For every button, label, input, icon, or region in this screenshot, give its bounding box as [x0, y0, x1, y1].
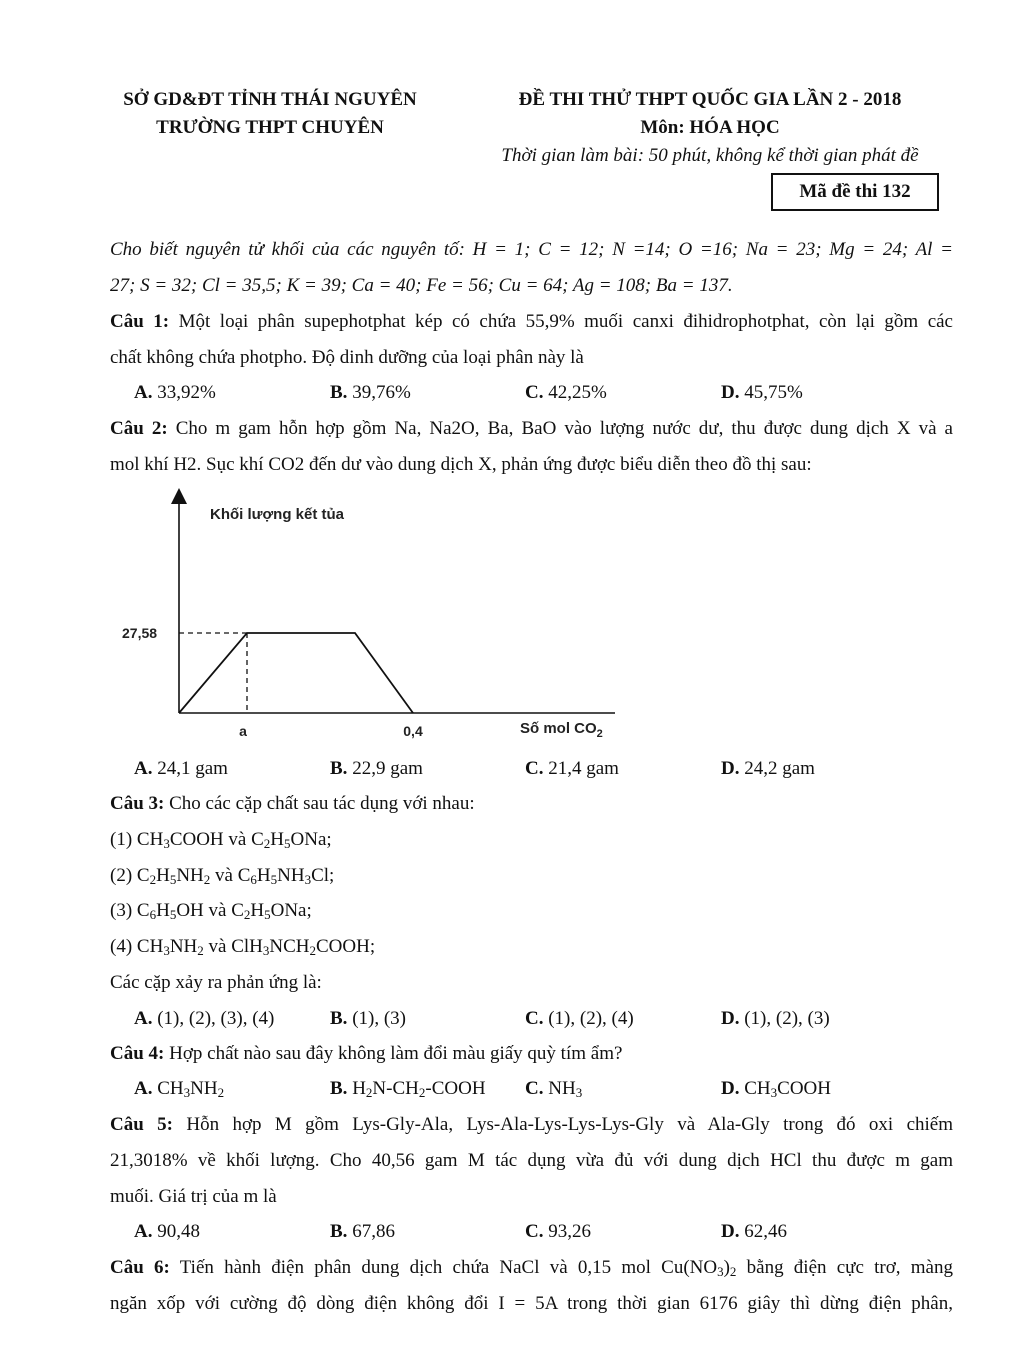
question-1-line-2: chất không chứa photpho. Độ dinh dưỡng của loại phân này là — [110, 347, 584, 368]
question-5-line-2: 21,3018% về khối lượng. Cho 40,56 gam M tác dụng vừa đủ với dung dịch HCl thu được m gam — [110, 1150, 953, 1171]
question-3-option-a: A. (1), (2), (3), (4) — [134, 1008, 275, 1029]
time-limit: Thời gian làm bài: 50 phút, không kể thời gian phát đề — [501, 145, 919, 166]
question-3-label: Câu 3: — [110, 793, 165, 814]
question-3-option-c: C. (1), (2), (4) — [525, 1008, 634, 1029]
question-2-line-2: mol khí H2. Sục khí CO2 đến dư vào dung dịch X, phản ứng được biểu diễn theo đồ thị sau: — [110, 454, 812, 475]
question-2-line-1 — [110, 417, 953, 441]
question-2-option-c: C. 21,4 gam — [525, 758, 619, 779]
question-2-label: Câu 2: — [110, 418, 168, 439]
school-header — [100, 86, 440, 142]
question-4-label: Câu 4: — [110, 1043, 165, 1064]
question-4-line-1 — [110, 1042, 953, 1066]
question-5-line-1 — [110, 1113, 953, 1137]
question-6-label: Câu 6: — [110, 1257, 170, 1278]
question-4-option-a: A. $CH_3NH_2$ — [134, 1078, 225, 1100]
question-5-option-c: C. 93,26 — [525, 1221, 591, 1242]
exam-code-box: Mã đề thi 132 — [771, 173, 939, 211]
precipitate-chart — [122, 488, 630, 748]
question-5-text: Hỗn hợp M gồm Lys-Gly-Ala, Lys-Ala-Lys-Lys-Lys-Gly và Ala-Gly trong đó oxi chiếm — [173, 1114, 954, 1135]
pair-4: (4) $CH_3NH_2$ và $ClH_3NCH_2COOH$; — [110, 936, 376, 958]
atomic-mass-line-1: Cho biết nguyên tử khối của các nguyên tố: H = 1; C = 12; N =14; O =16; Na = 23; Mg = 24; Al = — [110, 239, 953, 260]
pair-3: (3) $C_6H_5OH$ và $C_2H_5ONa$; — [110, 900, 312, 922]
subject-name: Môn: HÓA HỌC — [640, 117, 780, 138]
atomic-mass-line-2: 27; S = 32; Cl = 35,5; K = 39; Ca = 40; Fe = 56; Cu = 64; Ag = 108; Ba = 137. — [110, 275, 733, 296]
question-6-line-2: ngăn xốp với cường độ dòng điện không đổi I = 5A trong thời gian 6176 giây thì dừng điện phân, — [110, 1293, 953, 1314]
x-axis-label: Số mol $CO_2$ — [520, 720, 603, 740]
exam-title: ĐỀ THI THỬ THPT QUỐC GIA LẦN 2 - 2018 — [518, 89, 902, 110]
question-1-option-b: B. 39,76% — [330, 382, 411, 403]
y-axis-label: Khối lượng kết tủa — [210, 506, 345, 523]
question-2-option-d: D. 24,2 gam — [721, 758, 815, 779]
question-1-option-c: C. 42,25% — [525, 382, 607, 403]
question-4-option-d: D. $CH_3COOH$ — [721, 1078, 831, 1100]
question-6-line-1: Câu 6: Tiến hành điện phân dung dịch chứa NaCl và 0,15 mol $Cu(NO_3)_2$ bằng điện cực trơ, màng — [110, 1257, 953, 1279]
question-3-option-b: B. (1), (3) — [330, 1008, 406, 1029]
question-1-text: Một loại phân supephotphat kép có chứa 55,9% muối canxi đihidrophotphat, còn lại gồm các — [169, 311, 953, 332]
question-3-text: Cho các cặp chất sau tác dụng với nhau: — [164, 793, 475, 814]
question-3-line-1 — [110, 792, 953, 816]
question-1-option-a: A. 33,92% — [134, 382, 216, 403]
question-2-option-a: A. 24,1 gam — [134, 758, 228, 779]
question-1-line-1 — [110, 310, 953, 334]
pair-2: (2) $C_2H_5NH_2$ và $C_6H_5NH_3Cl$; — [110, 865, 335, 887]
question-2-option-b: B. 22,9 gam — [330, 758, 423, 779]
exam-header — [470, 86, 950, 170]
x-tick-label-0-4: 0,4 — [403, 723, 423, 739]
question-5-option-d: D. 62,46 — [721, 1221, 787, 1242]
question-4-option-b: B. $H_2N-CH_2$-COOH — [330, 1078, 486, 1100]
school-name: TRƯỜNG THPT CHUYÊN — [156, 117, 384, 138]
question-5-option-b: B. 67,86 — [330, 1221, 395, 1242]
precipitate-line — [179, 633, 413, 713]
question-1-label: Câu 1: — [110, 311, 170, 332]
question-5-line-3: muối. Giá trị của m là — [110, 1186, 277, 1207]
question-3-prompt: Các cặp xảy ra phản ứng là: — [110, 972, 322, 993]
question-3-option-d: D. (1), (2), (3) — [721, 1008, 830, 1029]
question-5-label: Câu 5: — [110, 1114, 173, 1135]
question-2-text: Cho m gam hỗn hợp gồm Na, Na2O, Ba, BaO vào lượng nước dư, thu được dung dịch X và a — [167, 418, 953, 439]
question-4-option-c: C. $NH_3$ — [525, 1078, 583, 1100]
question-5-option-a: A. 90,48 — [134, 1221, 200, 1242]
question-4-text: Hợp chất nào sau đây không làm đổi màu giấy quỳ tím ẩm? — [164, 1043, 623, 1064]
question-1-option-d: D. 45,75% — [721, 382, 803, 403]
department-name: SỞ GD&ĐT TỈNH THÁI NGUYÊN — [123, 89, 417, 110]
y-tick-label: 27,58 — [122, 625, 158, 641]
x-tick-label-a: a — [239, 723, 247, 739]
pair-1: (1) $CH_3COOH$ và $C_2H_5ONa$; — [110, 829, 332, 851]
